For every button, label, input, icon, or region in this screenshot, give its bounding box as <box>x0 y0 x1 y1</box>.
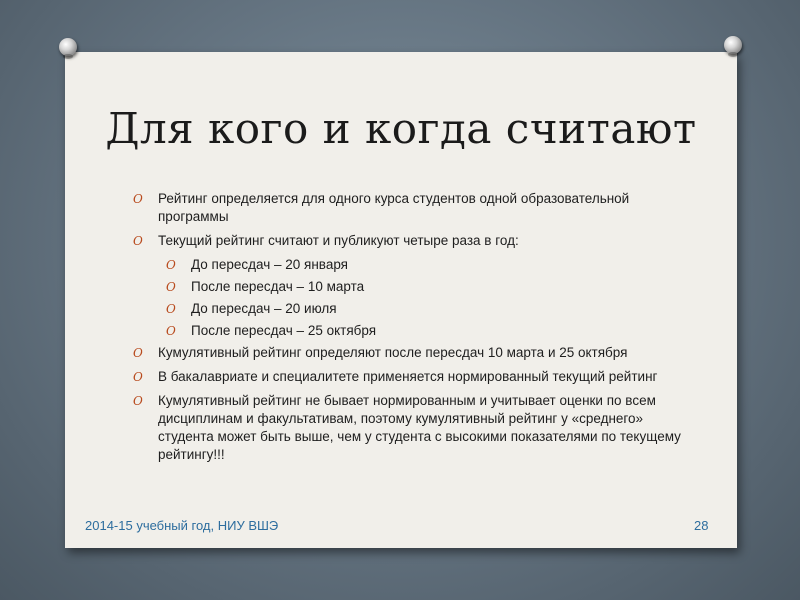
bullet-icon: O <box>166 302 176 316</box>
list-item <box>125 392 695 464</box>
bullet-icon: O <box>166 258 176 272</box>
pushpin-icon <box>724 36 742 54</box>
bullet-icon: O <box>133 346 143 360</box>
list-item <box>125 344 695 362</box>
list-item <box>125 368 695 386</box>
list-item-text: Рейтинг определяется для одного курса студентов одной образовательной программы <box>158 191 630 224</box>
list-item <box>125 190 695 226</box>
list-item-text: После пересдач – 25 октября <box>191 323 377 338</box>
footer-text: 2014-15 учебный год, НИУ ВШЭ <box>85 518 279 533</box>
list-item-text: До пересдач – 20 января <box>191 257 348 272</box>
list-item-text: Кумулятивный рейтинг не бывает нормированным и учитывает оценки по всем дисциплинам и факультативам, поэтому кумулятивный рейтинг у «среднего» студента может быть выше, чем у студента с высокими показателями по текущему рейтингу!!! <box>158 393 681 462</box>
list-item-text: В бакалавриате и специалитете применяется нормированный текущий рейтинг <box>158 369 658 384</box>
bullet-icon: O <box>133 370 143 384</box>
list-item-text: Текущий рейтинг считают и публикуют четыре раза в год: <box>158 233 519 248</box>
list-item <box>125 322 695 340</box>
list-item-text: До пересдач – 20 июля <box>191 301 337 316</box>
list-item <box>125 278 695 296</box>
pushpin-icon <box>59 38 77 56</box>
bullet-icon: O <box>166 324 176 338</box>
bullet-list <box>125 190 695 470</box>
list-item <box>125 300 695 318</box>
page-number: 28 <box>694 518 709 533</box>
list-item <box>125 256 695 274</box>
list-item-text: Кумулятивный рейтинг определяют после пересдач 10 марта и 25 октября <box>158 345 628 360</box>
bullet-icon: O <box>133 192 143 206</box>
list-item-text: После пересдач – 10 марта <box>191 279 365 294</box>
bullet-icon: O <box>133 234 143 248</box>
slide-title: Для кого и когда считают <box>105 104 697 153</box>
list-item <box>125 232 695 250</box>
bullet-icon: O <box>166 280 176 294</box>
bullet-icon: O <box>133 394 143 408</box>
